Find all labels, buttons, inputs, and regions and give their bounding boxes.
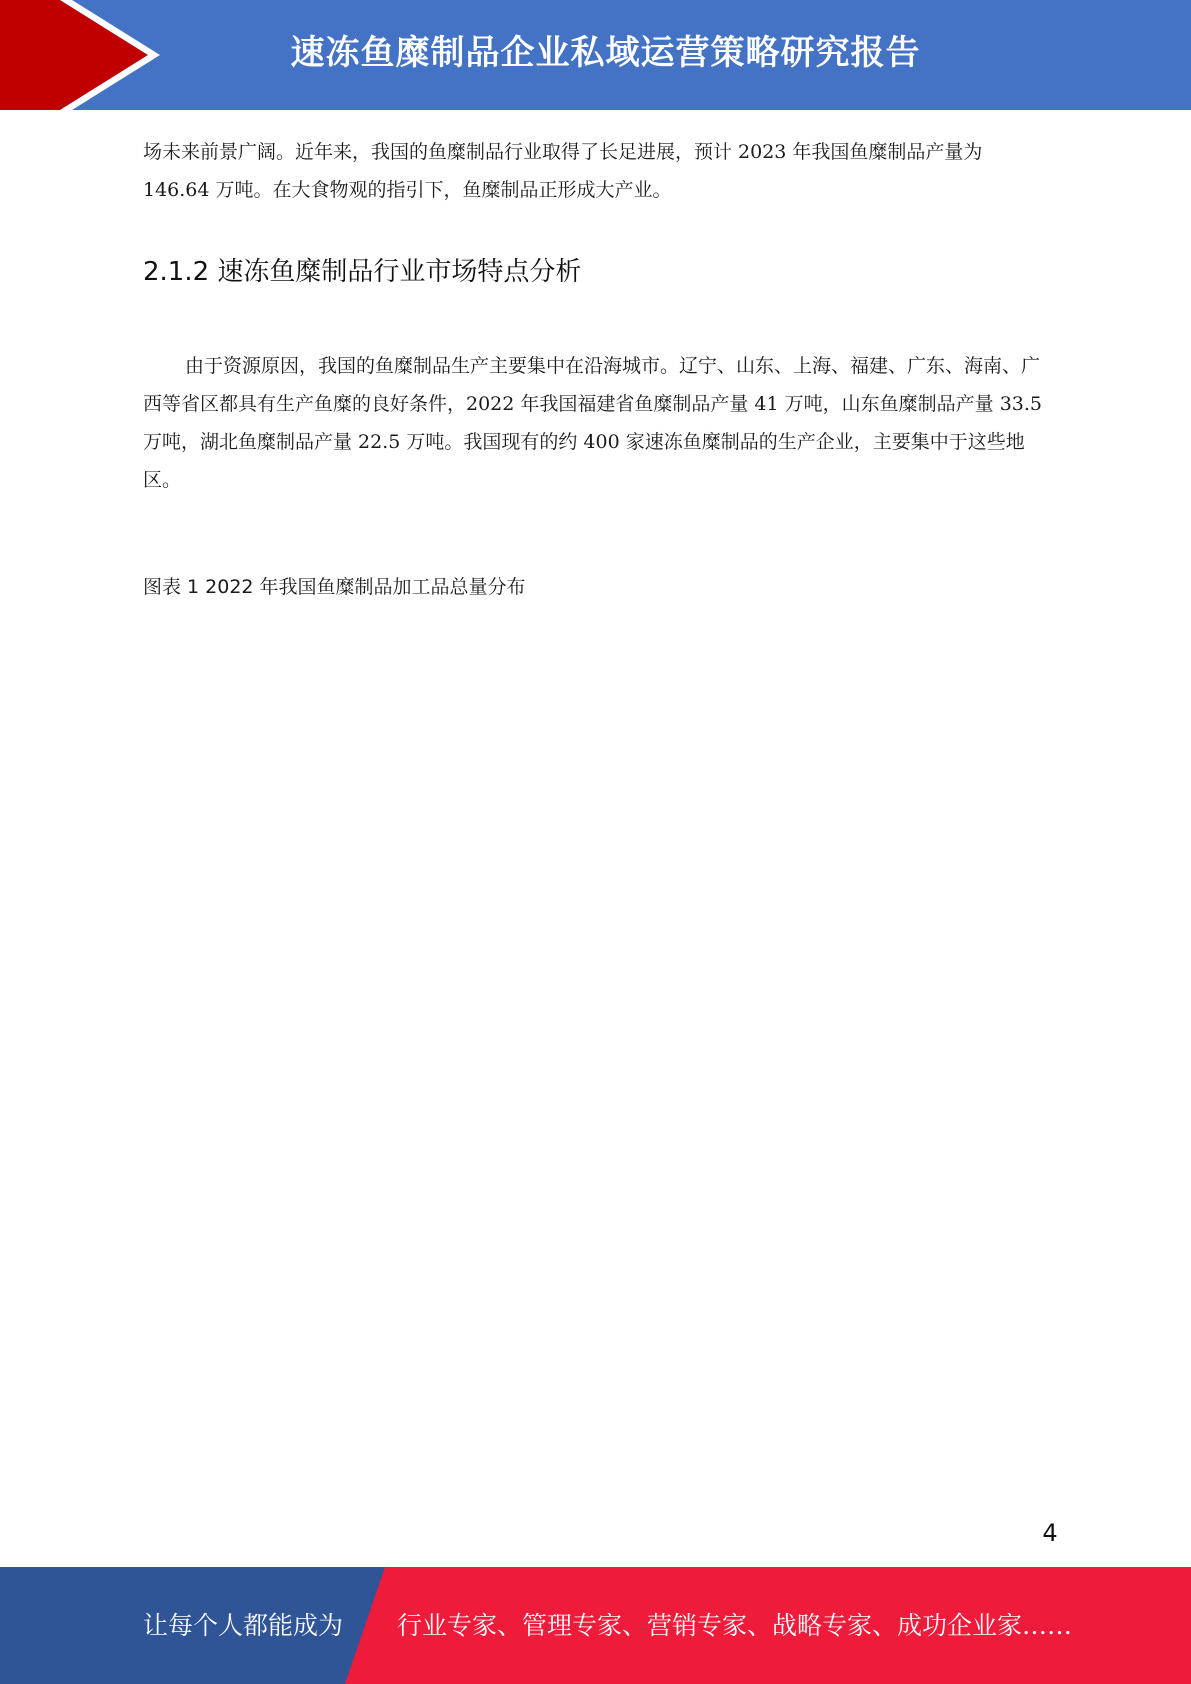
body-paragraph-2: 由于资源原因，我国的鱼糜制品生产主要集中在沿海城市。辽宁、山东、上海、福建、广东、海南、广西等省区都具有生产鱼糜的良好条件，2022 年我国福建省鱼糜制品产量 41 万吨，山东鱼糜制品产量 33.5 万吨，湖北鱼糜制品产量 22.5 万吨。我国现有的约 400 家速冻鱼糜制品的生产企业，主要集中于这些地区。 [143,355,1042,491]
page-number: 4 [1042,1519,1058,1547]
section-heading: 2.1.2 速冻鱼糜制品行业市场特点分析 [143,257,582,287]
report-title: 速冻鱼糜制品企业私域运营策略研究报告 [290,33,921,73]
figure-caption: 图表 1 2022 年我国鱼糜制品加工品总量分布 [143,576,526,598]
footer-slogan-right: 行业专家、管理专家、营销专家、战略专家、成功企业家…… [397,1611,1073,1640]
body-paragraph-1: 场未来前景广阔。近年来，我国的鱼糜制品行业取得了长足进展，预计 2023 年我国鱼糜制品产量为 146.64 万吨。在大食物观的指引下，鱼糜制品正形成大产业。 [143,141,983,201]
footer-slogan-left: 让每个人都能成为 [143,1611,344,1640]
header-bar [0,0,1191,110]
footer-bar [0,1567,1191,1684]
